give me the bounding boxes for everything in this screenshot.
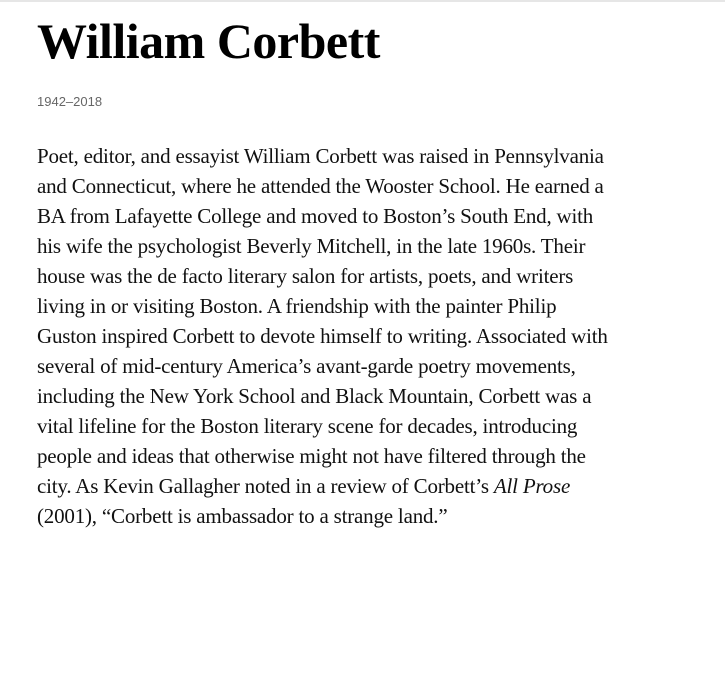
- book-title: All Prose: [493, 474, 571, 498]
- poet-profile: [37, 0, 717, 531]
- bio-line: including the New York School and Black Mountain, Corbett was a: [37, 384, 592, 408]
- bio-line-text: city. As Kevin Gallagher noted in a review of Corbett’s: [37, 474, 494, 498]
- bio-line: his wife the psychologist Beverly Mitchell, in the late 1960s. Their: [37, 234, 586, 258]
- bio-line-with-book-title: [37, 471, 713, 501]
- bio-line: people and ideas that otherwise might not have filtered through the: [37, 444, 586, 468]
- bio-line: house was the de facto literary salon for artists, poets, and writers: [37, 264, 574, 288]
- life-dates: 1942–2018: [37, 94, 103, 109]
- bio-line: Guston inspired Corbett to devote himself to writing. Associated with: [37, 324, 608, 348]
- bio-line: and Connecticut, where he attended the Wooster School. He earned a: [37, 174, 604, 198]
- bio-line: vital lifeline for the Boston literary scene for decades, introducing: [37, 414, 578, 438]
- biography: [37, 141, 713, 531]
- bio-line: BA from Lafayette College and moved to Boston’s South End, with: [37, 204, 594, 228]
- bio-line: (2001), “Corbett is ambassador to a strange land.”: [37, 504, 448, 528]
- bio-line: several of mid-century America’s avant-garde poetry movements,: [37, 354, 576, 378]
- bio-line: living in or visiting Boston. A friendship with the painter Philip: [37, 294, 557, 318]
- bio-line: Poet, editor, and essayist William Corbett was raised in Pennsylvania: [37, 144, 604, 168]
- page-title: William Corbett: [37, 13, 380, 69]
